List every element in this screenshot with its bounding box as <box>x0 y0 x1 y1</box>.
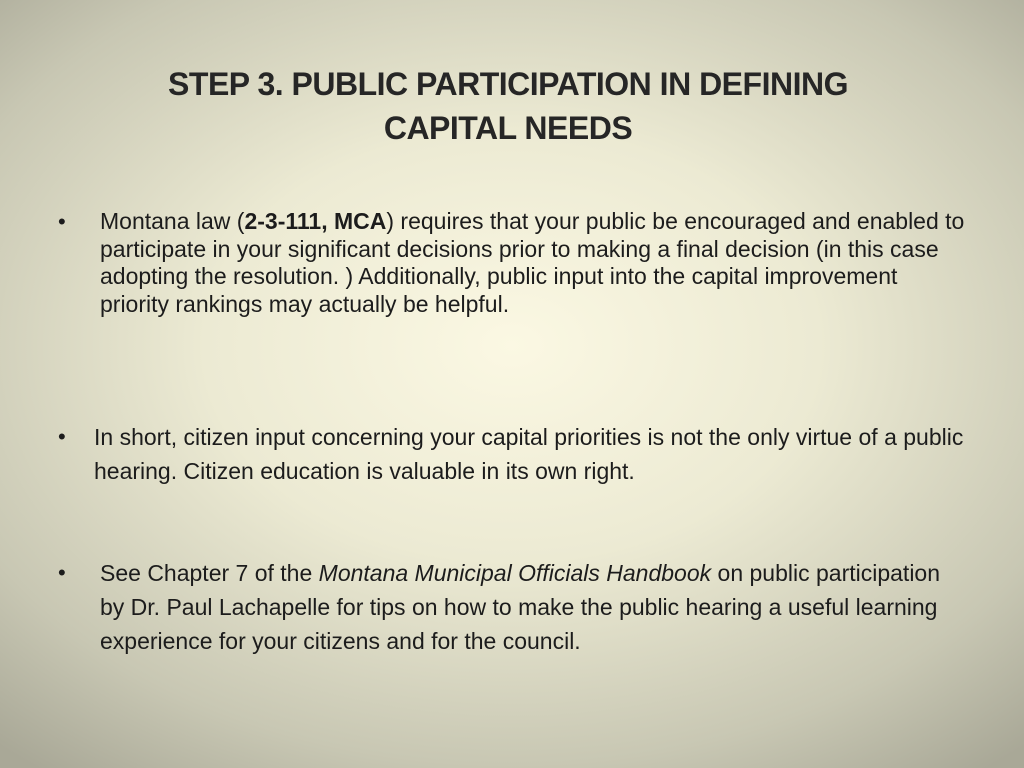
handbook-title: Montana Municipal Officials Handbook <box>318 560 712 586</box>
slide-title-line-1: STEP 3. PUBLIC PARTICIPATION IN DEFINING <box>168 66 848 102</box>
bullet-text-pre: Montana law ( <box>100 208 245 234</box>
bullet-text-post: ) requires that your public be encouraged and enabled to participate in your significant decisions prior to making a final decision (in this case adopting the resolution. ) Additionally, public input into the capital improvement priority rankings may actually be helpful. <box>100 208 965 317</box>
bullet-dot: • <box>58 209 66 234</box>
bullet-text <box>100 556 968 658</box>
bullet-text: In short, citizen input concerning your capital priorities is not the only virtue of a public hearing. Citizen education is valuable in its own right. <box>94 424 964 484</box>
bullet-text-pre: See Chapter 7 of the <box>100 560 319 586</box>
bullet-dot: • <box>58 424 66 449</box>
slide-title <box>110 62 906 150</box>
bullet-text-post: on public participation by Dr. Paul Lachapelle for tips on how to make the public hearing a useful learning experience for your citizens and for the council. <box>100 560 941 654</box>
bullet-dot: • <box>58 560 66 585</box>
bullet-text <box>100 208 968 318</box>
statute-citation: 2-3-111, MCA <box>244 208 387 234</box>
slide-title-line-2: CAPITAL NEEDS <box>383 110 633 146</box>
